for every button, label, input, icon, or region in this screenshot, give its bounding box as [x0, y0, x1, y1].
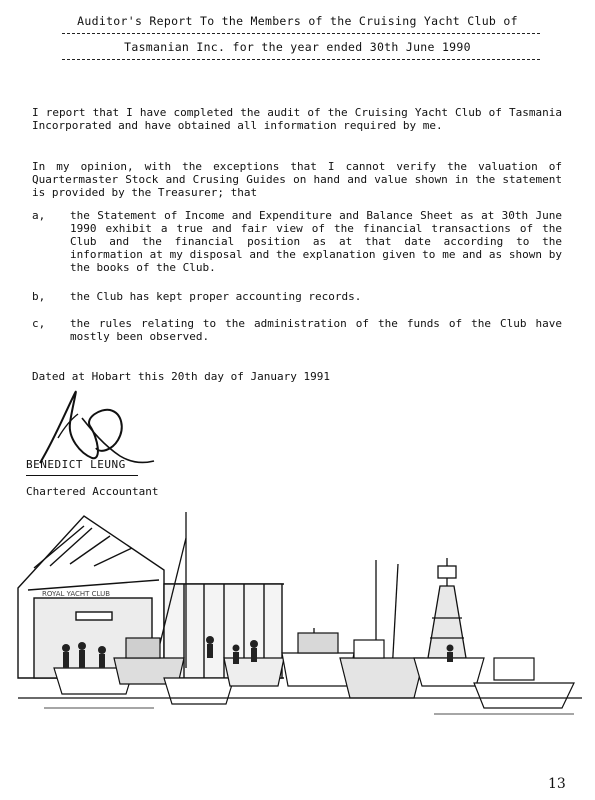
item-letter: b, — [32, 290, 46, 303]
boats-and-crowd — [54, 633, 574, 708]
item-text: the Statement of Income and Expenditure and Balance Sheet as at 30th June 1990 exhibit a true and fair view of the financial transactions of the Club and the financial position as at that date according to the information at my disposal and the explanation given to me and as shown by the books of the Club. — [70, 209, 562, 274]
signature-rule — [26, 475, 138, 476]
harbour-boats-illustration — [14, 508, 586, 748]
item-letter: c, — [32, 317, 46, 330]
paragraph-audit-completed: I report that I have completed the audit of the Cruising Yacht Club of Tasmania Incorporated and have obtained all information required by me. — [32, 106, 562, 132]
item-text: the rules relating to the administration of the funds of the Club have mostly been observed. — [70, 317, 562, 343]
paragraph-opinion: In my opinion, with the exceptions that I cannot verify the valuation of Quartermaster Stock and Crusing Guides on hand and value shown in the statement is provided by the Treasurer; that — [32, 160, 562, 199]
signatory-title: Chartered Accountant — [26, 485, 159, 498]
signatory-name: BENEDICT LEUNG — [26, 458, 126, 471]
boatshed-sign: ROYAL YACHT CLUB — [42, 590, 111, 598]
item-letter: a, — [32, 209, 46, 222]
heading-rule-bottom — [62, 59, 540, 60]
heading-rule-top — [62, 33, 540, 34]
report-heading-line2: Tasmanian Inc. for the year ended 30th June 1990 — [124, 40, 471, 54]
navigation-tower — [428, 558, 466, 658]
report-heading-line1: Auditor's Report To the Members of the Cruising Yacht Club of — [77, 14, 518, 28]
dated-line: Dated at Hobart this 20th day of January 1991 — [32, 370, 331, 383]
item-text: the Club has kept proper accounting records. — [70, 290, 362, 303]
page-number: 13 — [548, 776, 566, 792]
